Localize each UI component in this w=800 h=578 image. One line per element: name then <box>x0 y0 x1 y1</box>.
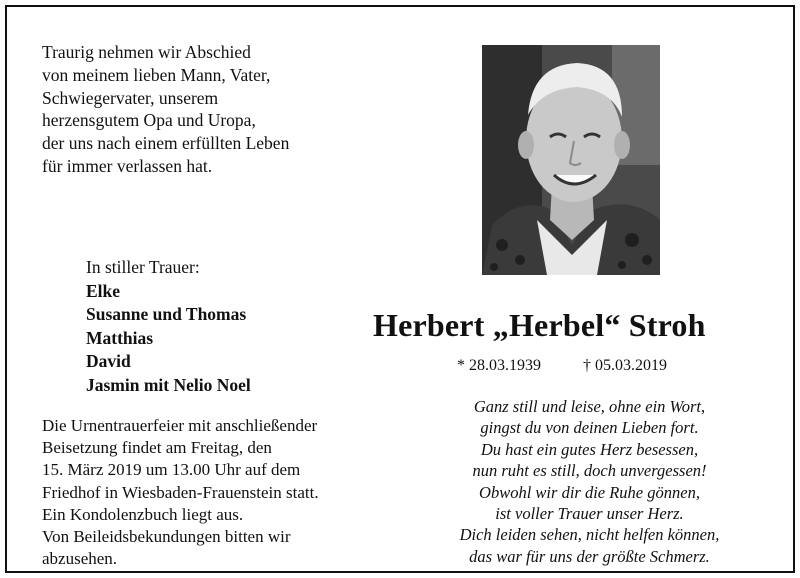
portrait-photo <box>482 45 660 275</box>
intro-line: der uns nach einem erfüllten Leben <box>42 133 290 154</box>
service-line: abzusehen. <box>42 549 118 569</box>
intro-line: Traurig nehmen wir Abschied <box>42 42 251 62</box>
deceased-name: Herbert „Herbel“ Stroh <box>373 307 706 343</box>
birth-date: * 28.03.1939 <box>457 357 541 374</box>
mourner-name: Matthias <box>86 327 154 348</box>
death-date: † 05.03.2019 <box>583 357 667 374</box>
mourner-name: Susanne und Thomas <box>86 304 247 325</box>
memorial-poem <box>407 396 772 567</box>
service-line: 15. März 2019 um 13.00 Uhr auf dem <box>42 460 301 480</box>
service-line: Von Beileidsbekundungen bitten wir <box>42 527 291 547</box>
intro-line: Schwiegervater, unserem <box>42 87 219 108</box>
service-line: Ein Kondolenzbuch liegt aus. <box>42 504 244 524</box>
poem-line: Ganz still und leise, ohne ein Wort, <box>473 397 706 416</box>
mourners-heading: In stiller Trauer: <box>86 257 200 277</box>
service-info <box>42 415 377 570</box>
poem-line: Du hast ein gutes Herz besessen, <box>480 439 699 459</box>
service-line: Friedhof in Wiesbaden-Frauenstein statt. <box>42 482 319 502</box>
poem-line: nun ruht es still, doch unvergessen! <box>472 461 707 481</box>
mourner-name: Elke <box>86 281 121 301</box>
poem-line: das war für uns der größte Schmerz. <box>469 546 710 566</box>
poem-line: Obwohl wir dir die Ruhe gönnen, <box>479 482 700 502</box>
service-line: Beisetzung findet am Freitag, den <box>42 438 272 458</box>
poem-line: ist voller Trauer unser Herz. <box>495 504 684 524</box>
intro-line: von meinem lieben Mann, Vater, <box>42 64 271 85</box>
service-line: Die Urnentrauerfeier mit anschließender <box>42 416 318 435</box>
life-dates <box>457 357 667 375</box>
obituary-card <box>5 5 795 573</box>
intro-line: für immer verlassen hat. <box>42 155 213 176</box>
poem-line: Dich leiden sehen, nicht helfen können, <box>459 525 720 545</box>
mourner-name: Jasmin mit Nelio Noel <box>86 374 251 395</box>
mourner-name: David <box>86 351 131 372</box>
intro-line: herzensgutem Opa und Uropa, <box>42 110 256 131</box>
intro-text <box>42 41 372 178</box>
poem-line: gingst du von deinen Lieben fort. <box>480 418 699 438</box>
mourners-list <box>86 280 251 397</box>
